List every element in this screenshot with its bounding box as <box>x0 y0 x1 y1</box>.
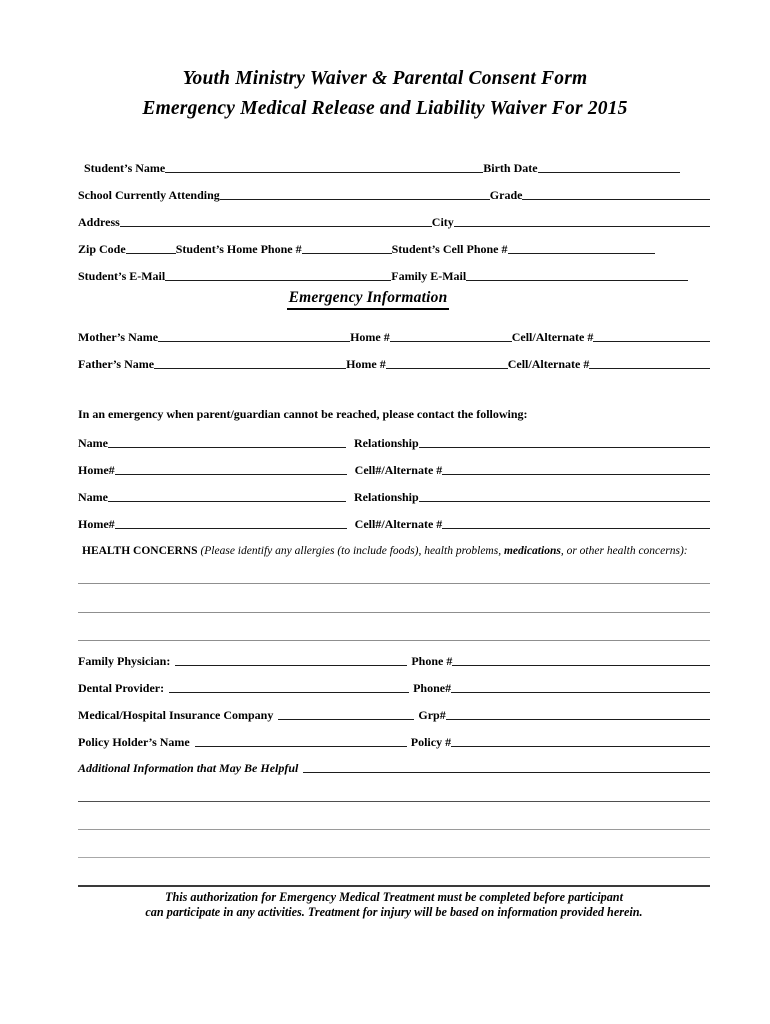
contact1-home-label: Home# <box>78 463 115 477</box>
father-cell-label: Cell/Alternate # <box>507 357 590 371</box>
physician-label: Family Physician: <box>78 654 171 668</box>
mother-row <box>78 317 710 344</box>
policy-holder-input-line[interactable] <box>195 746 407 747</box>
health-concerns-writing-line-3[interactable] <box>78 613 710 641</box>
father-cell-input-line[interactable] <box>589 368 710 369</box>
student-name-label: Student’s Name <box>84 161 166 175</box>
grade-input-line[interactable] <box>522 199 710 200</box>
contact2-phone-row <box>78 504 710 531</box>
contact2-name-input-line[interactable] <box>108 501 346 502</box>
student-name-row <box>78 148 680 175</box>
dental-row <box>78 668 710 695</box>
email-row <box>78 256 688 283</box>
policy-holder-row <box>78 722 710 749</box>
contact1-relationship-input-line[interactable] <box>419 447 710 448</box>
contact1-cell-label: Cell#/Alternate # <box>354 463 443 477</box>
birth-date-label: Birth Date <box>483 161 538 175</box>
dental-label: Dental Provider: <box>78 681 165 695</box>
additional-info-writing-line-4[interactable] <box>78 858 710 887</box>
birth-date-input-line[interactable] <box>538 172 680 173</box>
home-phone-label: Student’s Home Phone # <box>175 242 302 256</box>
physician-input-line[interactable] <box>175 665 407 666</box>
additional-info-writing-line-2[interactable] <box>78 802 710 830</box>
health-concerns-writing-line-1[interactable] <box>78 560 710 584</box>
insurance-label: Medical/Hospital Insurance Company <box>78 708 274 722</box>
school-row <box>78 175 710 202</box>
authorization-note-line2: can participate in any activities. Treatment for injury will be based on information provided herein. <box>145 905 643 919</box>
contact1-name-label: Name <box>78 436 108 450</box>
address-input-line[interactable] <box>120 226 432 227</box>
father-name-label: Father’s Name <box>78 357 155 371</box>
cell-phone-input-line[interactable] <box>508 253 656 254</box>
school-label: School Currently Attending <box>78 188 220 202</box>
additional-info-writing-line-1[interactable] <box>78 775 710 802</box>
father-name-input-line[interactable] <box>154 368 346 369</box>
policy-num-input-line[interactable] <box>451 746 710 747</box>
contact1-name-input-line[interactable] <box>108 447 346 448</box>
grp-label: Grp# <box>418 708 446 722</box>
policy-holder-label: Policy Holder’s Name <box>78 735 190 749</box>
student-email-input-line[interactable] <box>165 280 391 281</box>
contact1-home-input-line[interactable] <box>115 474 347 475</box>
policy-num-label: Policy # <box>410 735 452 749</box>
form-title-line1: Youth Ministry Waiver & Parental Consent Form <box>182 68 588 89</box>
emergency-section <box>52 289 684 313</box>
student-name-input-line[interactable] <box>165 172 483 173</box>
additional-info-row <box>78 749 710 775</box>
health-concerns-label: HEALTH CONCERNS <box>82 545 198 557</box>
emergency-heading: Emergency Information <box>287 289 450 310</box>
form-title-line2: Emergency Medical Release and Liability Waiver For 2015 <box>142 98 628 119</box>
physician-row <box>78 641 710 668</box>
dental-phone-input-line[interactable] <box>451 692 710 693</box>
mother-cell-label: Cell/Alternate # <box>511 330 594 344</box>
physician-phone-input-line[interactable] <box>452 665 710 666</box>
health-concerns-writing-line-2[interactable] <box>78 584 710 613</box>
insurance-input-line[interactable] <box>278 719 414 720</box>
mother-name-input-line[interactable] <box>158 341 350 342</box>
additional-info-writing-line-3[interactable] <box>78 830 710 858</box>
emergency-instruction: In an emergency when parent/guardian cannot be reached, please contact the following: <box>78 407 528 421</box>
insurance-row <box>78 695 710 722</box>
contact2-name-label: Name <box>78 490 108 504</box>
contact2-cell-label: Cell#/Alternate # <box>354 517 443 531</box>
mother-cell-input-line[interactable] <box>593 341 710 342</box>
zip-input-line[interactable] <box>126 253 176 254</box>
address-label: Address <box>78 215 120 229</box>
school-input-line[interactable] <box>220 199 490 200</box>
cell-phone-label: Student’s Cell Phone # <box>391 242 508 256</box>
father-home-input-line[interactable] <box>386 368 508 369</box>
city-label: City <box>431 215 454 229</box>
student-email-label: Student’s E-Mail <box>78 269 166 283</box>
health-concerns-note-medications: medications <box>503 545 561 557</box>
authorization-note-line1: This authorization for Emergency Medical Treatment must be completed before participant <box>165 890 623 904</box>
mother-name-label: Mother’s Name <box>78 330 159 344</box>
zip-label: Zip Code <box>78 242 126 256</box>
contact1-name-row <box>78 423 710 450</box>
dental-phone-label: Phone# <box>413 681 452 695</box>
zip-phones-row <box>78 229 655 256</box>
contact2-relationship-input-line[interactable] <box>419 501 710 502</box>
dental-input-line[interactable] <box>169 692 409 693</box>
father-row <box>78 344 710 371</box>
father-home-label: Home # <box>346 357 386 371</box>
health-concerns-heading <box>78 543 710 560</box>
contact1-phone-row <box>78 450 710 477</box>
additional-info-label: Additional Information that May Be Helpful <box>78 761 299 775</box>
contact1-cell-input-line[interactable] <box>442 474 710 475</box>
contact2-relationship-label: Relationship <box>354 490 419 504</box>
contact2-cell-input-line[interactable] <box>442 528 710 529</box>
contact2-home-label: Home# <box>78 517 115 531</box>
authorization-note <box>78 890 710 920</box>
contact1-relationship-label: Relationship <box>354 436 419 450</box>
grp-input-line[interactable] <box>446 719 710 720</box>
grade-label: Grade <box>489 188 523 202</box>
additional-info-input-line[interactable] <box>303 772 710 773</box>
health-concerns-note-pre: (Please identify any allergies (to include foods), health problems, <box>197 545 504 557</box>
form-body <box>78 148 710 920</box>
health-concerns-note-post: , or other health concerns): <box>560 545 688 557</box>
home-phone-input-line[interactable] <box>302 253 392 254</box>
contact2-name-row <box>78 477 710 504</box>
family-email-label: Family E-Mail <box>391 269 467 283</box>
family-email-input-line[interactable] <box>466 280 688 281</box>
contact2-home-input-line[interactable] <box>115 528 347 529</box>
city-input-line[interactable] <box>454 226 710 227</box>
address-row <box>78 202 710 229</box>
form-title <box>0 64 770 124</box>
mother-home-input-line[interactable] <box>390 341 512 342</box>
physician-phone-label: Phone # <box>411 654 453 668</box>
mother-home-label: Home # <box>350 330 390 344</box>
